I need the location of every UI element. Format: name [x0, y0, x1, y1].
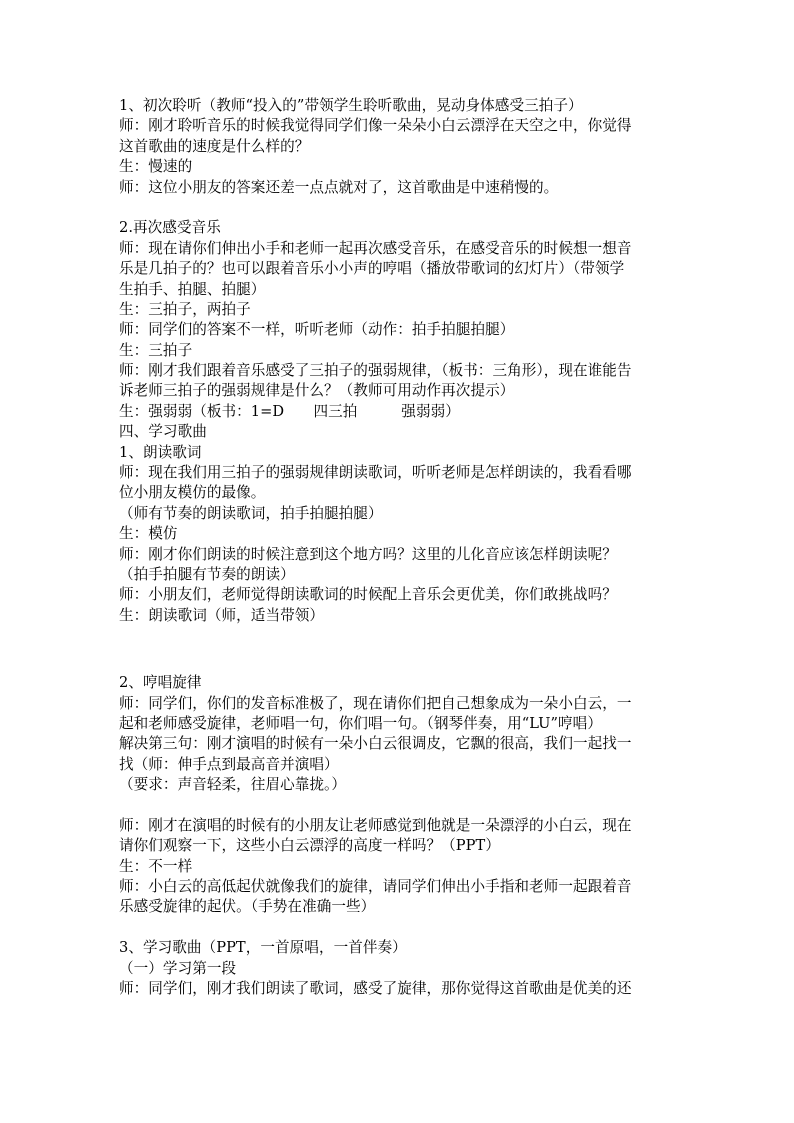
paragraph-line: 解决第三句：刚才演唱的时候有一朵小白云很调皮，它飘的很高，我们一起找一: [119, 735, 632, 753]
paragraph-line: 乐是几拍子的？也可以跟着音乐小小声的哼唱（播放带歌词的幻灯片）（带领学: [119, 260, 625, 278]
paragraph-line: 生：朗读歌词（师，适当带领）: [119, 606, 325, 624]
paragraph-line: （拍手拍腿有节奏的朗读）: [119, 565, 295, 583]
paragraph-line: 诉老师三拍子的强弱规律是什么？（教师可用动作再次提示）: [119, 382, 515, 400]
paragraph-line: 师：小白云的高低起伏就像我们的旋律，请同学们伸出小手指和老师一起跟着音: [119, 878, 632, 896]
paragraph-line: 找（师：伸手点到最高音并演唱）: [119, 755, 339, 773]
blank-line: [119, 918, 690, 938]
blank-line: [119, 796, 690, 816]
paragraph-line: 位小朋友模仿的最像。: [119, 484, 266, 502]
paragraph-line: 师：小朋友们，老师觉得朗读歌词的时候配上音乐会更优美，你们敢挑战吗？: [119, 586, 617, 604]
section-heading: （一）学习第一段: [119, 959, 237, 977]
paragraph-line: 师：现在我们用三拍子的强弱规律朗读歌词，听听老师是怎样朗读的，我看看哪: [119, 464, 632, 482]
paragraph-line: 生：不一样: [119, 857, 193, 875]
section-heading: 2.再次感受音乐: [119, 219, 221, 237]
section-heading: 2、哼唱旋律: [119, 674, 202, 692]
paragraph-line: 师：同学们，你们的发音标准极了，现在请你们把自己想象成为一朵小白云，一: [119, 694, 632, 712]
paragraph-line: 师：同学们的答案不一样，听听老师（动作：拍手拍腿拍腿）: [119, 321, 515, 339]
paragraph-line: 起和老师感受旋律，老师唱一句，你们唱一句。（钢琴伴奏，用“LU”哼唱）: [119, 714, 602, 732]
paragraph-line: 生：模仿: [119, 525, 178, 543]
section-heading: 四、学习歌曲: [119, 423, 207, 441]
paragraph-line: 请你们观察一下，这些小白云漂浮的高度一样吗？（PPT）: [119, 837, 500, 855]
paragraph-line: 生拍手、拍腿、拍腿）: [119, 280, 266, 298]
paragraph-line: 生：强弱弱（板书：1=D 四三拍 强弱弱）: [119, 402, 460, 420]
paragraph-line: 乐感受旋律的起伏。（手势在准确一些）: [119, 898, 376, 916]
paragraph-line: 生：三拍子，两拍子: [119, 300, 251, 318]
paragraph-line: 师：这位小朋友的答案还差一点点就对了，这首歌曲是中速稍慢的。: [119, 178, 559, 196]
paragraph-line: 师：刚才你们朗读的时候注意到这个地方吗？这里的儿化音应该怎样朗读呢？: [119, 545, 617, 563]
paragraph-line: 这首歌曲的速度是什么样的？: [119, 137, 310, 155]
section-heading: 1、朗读歌词: [119, 443, 202, 461]
paragraph-line: 师：同学们，刚才我们朗读了歌词，感受了旋律，那你觉得这首歌曲是优美的还: [119, 980, 632, 998]
paragraph-line: 师：刚才聆听音乐的时候我觉得同学们像一朵朵小白云漂浮在天空之中，你觉得: [119, 117, 632, 135]
paragraph-line: 师：刚才在演唱的时候有的小朋友让老师感觉到他就是一朵漂浮的小白云，现在: [119, 816, 632, 834]
section-heading: 3、学习歌曲（PPT，一首原唱，一首伴奏）: [119, 939, 407, 957]
paragraph-line: 生：三拍子: [119, 341, 193, 359]
paragraph-line: （要求：声音轻柔，往眉心靠拢。）: [119, 776, 347, 794]
paragraph-line: 师：现在请你们伸出小手和老师一起再次感受音乐，在感受音乐的时候想一想音: [119, 239, 632, 257]
section-heading: 1、初次聆听（教师“投入的”带领学生聆听歌曲，晃动身体感受三拍子）: [119, 97, 583, 114]
paragraph-line: 师：刚才我们跟着音乐感受了三拍子的强弱规律，（板书：三角形），现在谁能告: [119, 362, 632, 380]
paragraph-line: （师有节奏的朗读歌词，拍手拍腿拍腿）: [119, 504, 383, 522]
blank-line: [119, 198, 690, 218]
blank-line: [119, 626, 690, 673]
paragraph-line: 生：慢速的: [119, 158, 193, 176]
